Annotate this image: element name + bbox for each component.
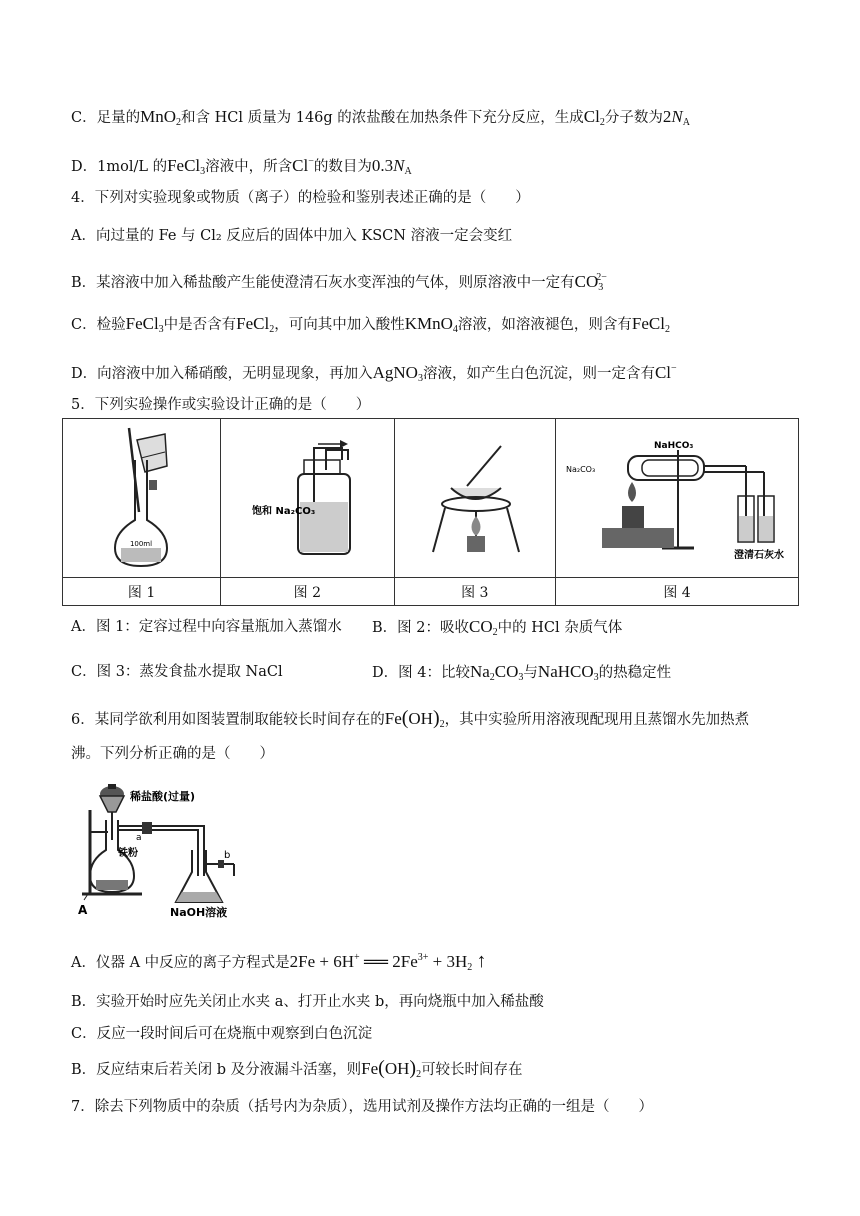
q5-option-a: A．图 1：定容过程中向容量瓶加入蒸馏水	[71, 619, 342, 635]
svg-text:a: a	[136, 833, 142, 843]
q5-option-c: C．图 3：蒸发食盐水提取 NaCl	[71, 664, 283, 680]
svg-text:NaOH溶液: NaOH溶液	[170, 906, 228, 919]
q6-option-c: C．反应一段时间后可在烧瓶中观察到白色沉淀	[71, 1026, 373, 1042]
figure-2-caption: 图 2	[221, 578, 394, 606]
fe-oh2-apparatus-figure	[78, 780, 248, 920]
figure-2-cell	[221, 419, 394, 578]
q4-option-b: B．某溶液中加入稀盐酸产生能使澄清石灰水变浑浊的气体，则原溶液中一定有$CO_3^{2-}$	[71, 272, 607, 293]
figure-1-cell	[63, 419, 221, 578]
q6-stem-line-1: 6．某同学欲利用如图装置制取能较长时间存在的$Fe(OH)_2$，其中实验所用溶液现配现用且蒸馏水先加热煮	[71, 707, 750, 730]
figure-3-cell	[394, 419, 556, 578]
q4-stem: 4．下列对实验现象或物质（离子）的检验和鉴别表述正确的是（ ）	[71, 190, 530, 206]
svg-text:Na₂CO₃: Na₂CO₃	[566, 465, 596, 474]
figure-table	[62, 418, 799, 606]
figure-4-cell	[556, 419, 799, 578]
svg-text:100ml: 100ml	[129, 540, 152, 548]
q5-option-d: D．图 4：比较$Na_2CO_3$与NaHCO$_3$的热稳定性	[372, 662, 672, 683]
q3-option-d: D．1mol/L 的FeCl$_3$溶液中，所含Cl−的数目为$0.3N_A$	[71, 156, 412, 177]
q3-option-c: C．足量的MnO$_2$和含 HCl 质量为 146g 的浓盐酸在加热条件下充分反应，生成$Cl_2$分子数为$2N_A$	[71, 107, 690, 128]
q4-option-c: C．检验FeCl$_3$中是否含有FeCl$_2$，可向其中加入酸性KMnO$_4$溶液，如溶液褪色，则含有FeCl$_2$	[71, 314, 670, 335]
q6-option-b: B．实验开始时应先关闭止水夹 a、打开止水夹 b，再向烧瓶中加入稀盐酸	[71, 994, 544, 1010]
svg-text:饱和 Na₂CO₃: 饱和 Na₂CO₃	[252, 506, 316, 517]
svg-text:稀盐酸(过量): 稀盐酸(过量)	[130, 790, 196, 803]
gas-washing-bottle-figure	[222, 420, 392, 572]
q5-stem: 5．下列实验操作或实验设计正确的是（ ）	[71, 397, 371, 413]
q5-option-b: B．图 2：吸收$CO_2$中的 HCl 杂质气体	[372, 617, 623, 638]
svg-text:澄清石灰水: 澄清石灰水	[734, 550, 785, 561]
figure-4-caption: 图 4	[556, 578, 799, 606]
q4-option-d: D．向溶液中加入稀硝酸，无明显现象，再加入AgNO$_3$溶液，如产生白色沉淀，则一定含有Cl−	[71, 363, 677, 384]
thermal-stability-apparatus-figure	[558, 420, 796, 572]
svg-text:b: b	[224, 850, 231, 861]
q6-stem-line-2: 沸。下列分析正确的是（ ）	[71, 746, 274, 762]
q7-stem: 7．除去下列物质中的杂质（括号内为杂质），选用试剂及操作方法均正确的一组是（ ）	[71, 1099, 653, 1115]
svg-text:NaHCO₃: NaHCO₃	[654, 441, 694, 451]
figure-3-caption: 图 3	[394, 578, 556, 606]
svg-text:铁粉: 铁粉	[118, 848, 138, 859]
q4-option-a: A．向过量的 Fe 与 Cl₂ 反应后的固体中加入 KSCN 溶液一定会变红	[71, 228, 513, 244]
q6-option-d: B．反应结束后若关闭 b 及分液漏斗活塞，则$Fe(OH)_2$可较长时间存在	[71, 1057, 523, 1080]
q6-option-a: A．仪器 A 中反应的离子方程式是2Fe + 6H+ ══ $2Fe^{3+} + 3H_2$ ↑	[71, 950, 487, 973]
volumetric-flask-figure	[67, 420, 217, 572]
evaporating-dish-figure	[397, 420, 552, 572]
figure-1-caption: 图 1	[63, 578, 221, 606]
svg-text:A: A	[78, 903, 88, 917]
